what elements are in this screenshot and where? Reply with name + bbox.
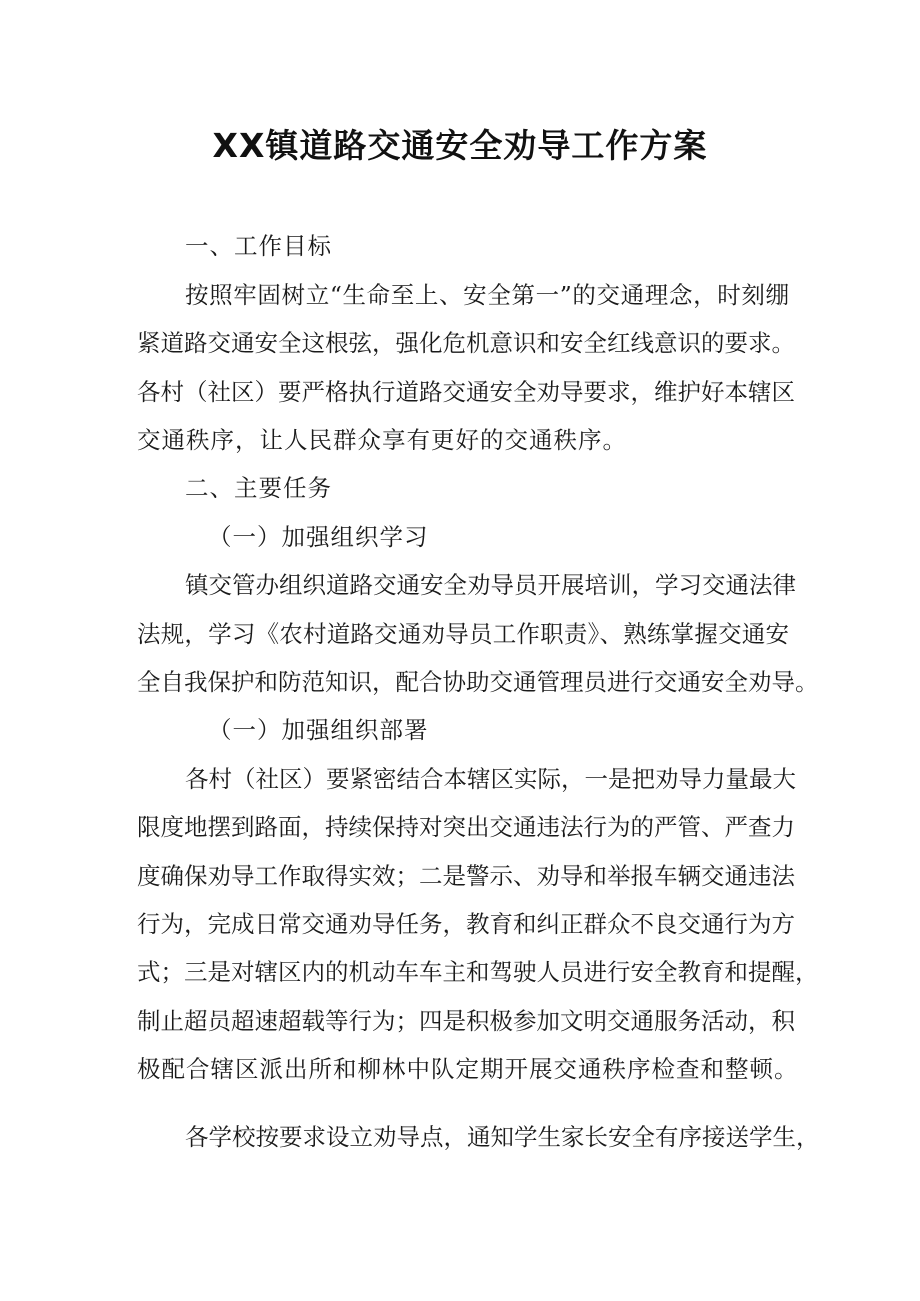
- paragraph-line: 度确保劝导工作取得实效；二是警示、劝导和举报车辆交通违法: [137, 862, 795, 890]
- paragraph-line: 行为，完成日常交通劝导任务，教育和纠正群众不良交通行为方: [137, 910, 795, 938]
- paragraph-line: 极配合辖区派出所和柳林中队定期开展交通秩序检查和整顿。: [137, 1055, 799, 1083]
- heading-main-tasks: 二、主要任务: [185, 474, 332, 502]
- subheading-deploy: （一）加强组织部署: [208, 716, 429, 744]
- paragraph-line: 限度地摆到路面，持续保持对突出交通违法行为的严管、严查力: [137, 813, 795, 841]
- paragraph-line: 按照牢固树立“生命至上、安全第一”的交通理念，时刻绷: [185, 281, 789, 309]
- paragraph-line: 交通秩序，让人民群众享有更好的交通秩序。: [137, 426, 627, 454]
- subheading-study: （一）加强组织学习: [208, 523, 429, 551]
- paragraph-line: 镇交管办组织道路交通安全劝导员开展培训，学习交通法律: [185, 571, 796, 599]
- heading-work-goal: 一、工作目标: [185, 232, 332, 260]
- paragraph-line: 各村（社区）要紧密结合本辖区实际，一是把劝导力量最大: [185, 765, 796, 793]
- document-title: XX镇道路交通安全劝导工作方案: [212, 126, 708, 165]
- paragraph-line: 各学校按要求设立劝导点，通知学生家长安全有序接送学生，: [185, 1123, 820, 1151]
- paragraph-line: 各村（社区）要严格执行道路交通安全劝导要求，维护好本辖区: [137, 378, 795, 406]
- paragraph-line: 紧道路交通安全这根弦，强化危机意识和安全红线意识的要求。: [137, 329, 795, 357]
- paragraph-line: 法规，学习《农村道路交通劝导员工作职责》、熟练掌握交通安: [137, 620, 789, 648]
- paragraph-line: 式；三是对辖区内的机动车车主和驾驶人员进行安全教育和提醒，: [137, 958, 819, 986]
- paragraph-line: 全自我保护和防范知识，配合协助交通管理员进行交通安全劝导。: [137, 668, 819, 696]
- paragraph-line: 制止超员超速超载等行为；四是积极参加文明交通服务活动，积: [137, 1007, 795, 1035]
